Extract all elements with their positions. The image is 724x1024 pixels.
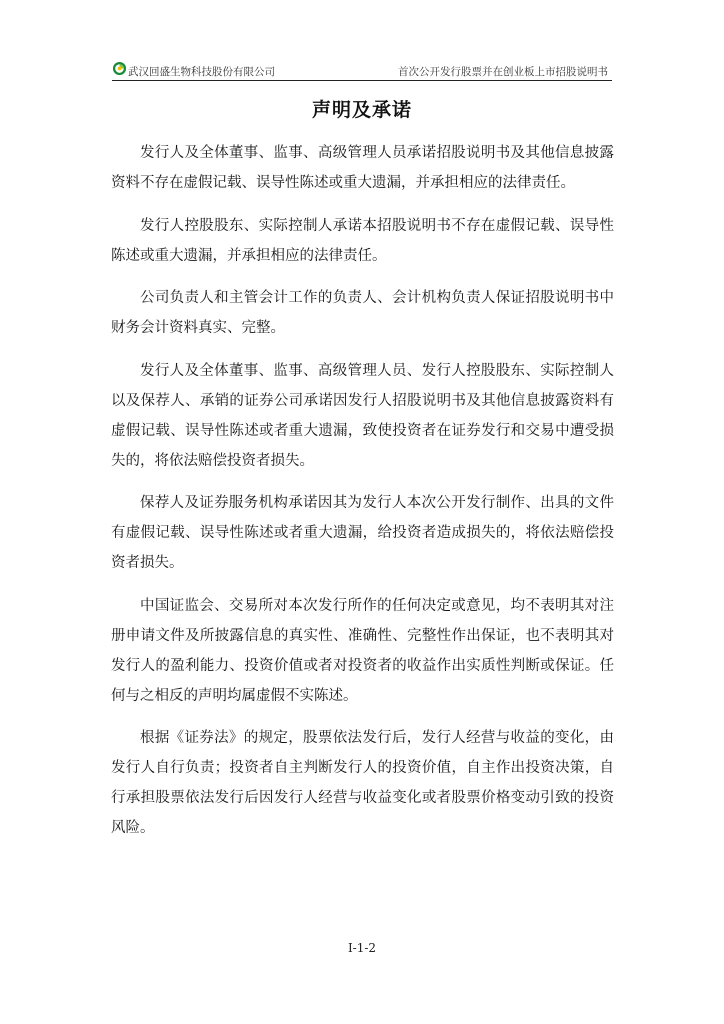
paragraph: 发行人控股股东、实际控制人承诺本招股说明书不存在虚假记载、误导性陈述或重大遗漏，并承担相应的法律责任。 xyxy=(111,217,614,264)
paragraph: 发行人及全体董事、监事、高级管理人员、发行人控股股东、实际控制人以及保荐人、承销的证券公司承诺因发行人招股说明书及其他信息披露资料有虚假记载、误导性陈述或者重大遗漏，致使投资者在证券发行和交易中遭受损失的，将依法赔偿投资者损失。 xyxy=(111,362,614,469)
paragraph: 公司负责人和主管会计工作的负责人、会计机构负责人保证招股说明书中财务会计资料真实、完整。 xyxy=(111,290,614,336)
company-name: 武汉回盛生物科技股份有限公司 xyxy=(128,66,275,78)
paragraph: 保荐人及证券服务机构承诺因其为发行人本次公开发行制作、出具的文件有虚假记载、误导性陈述或者重大遗漏，给投资者造成损失的，将依法赔偿投资者损失。 xyxy=(111,495,614,571)
paragraph: 中国证监会、交易所对本次发行所作的任何决定或意见，均不表明其对注册申请文件及所披露信息的真实性、准确性、完整性作出保证，也不表明其对发行人的盈利能力、投资价值或者对投资者的收益作出实质性判断或保证。任何与之相反的声明均属虚假不实陈述。 xyxy=(111,597,614,704)
company-logo-icon xyxy=(112,61,127,76)
statement-body xyxy=(111,138,614,856)
paragraph: 根据《证券法》的规定，股票依法发行后，发行人经营与收益的变化，由发行人自行负责；投资者自主判断发行人的投资价值，自主作出投资决策，自行承担股票依法发行后因发行人经营与收益变化或者股票价格变动引致的投资风险。 xyxy=(111,730,614,836)
document-title: 首次公开发行股票并在创业板上市招股说明书 xyxy=(398,66,608,78)
paragraph: 发行人及全体董事、监事、高级管理人员承诺招股说明书及其他信息披露资料不存在虚假记载、误导性陈述或重大遗漏，并承担相应的法律责任。 xyxy=(111,145,614,191)
page-number: I-1-2 xyxy=(347,941,377,955)
page-header xyxy=(112,60,612,81)
page-title: 声明及承诺 xyxy=(311,99,412,121)
